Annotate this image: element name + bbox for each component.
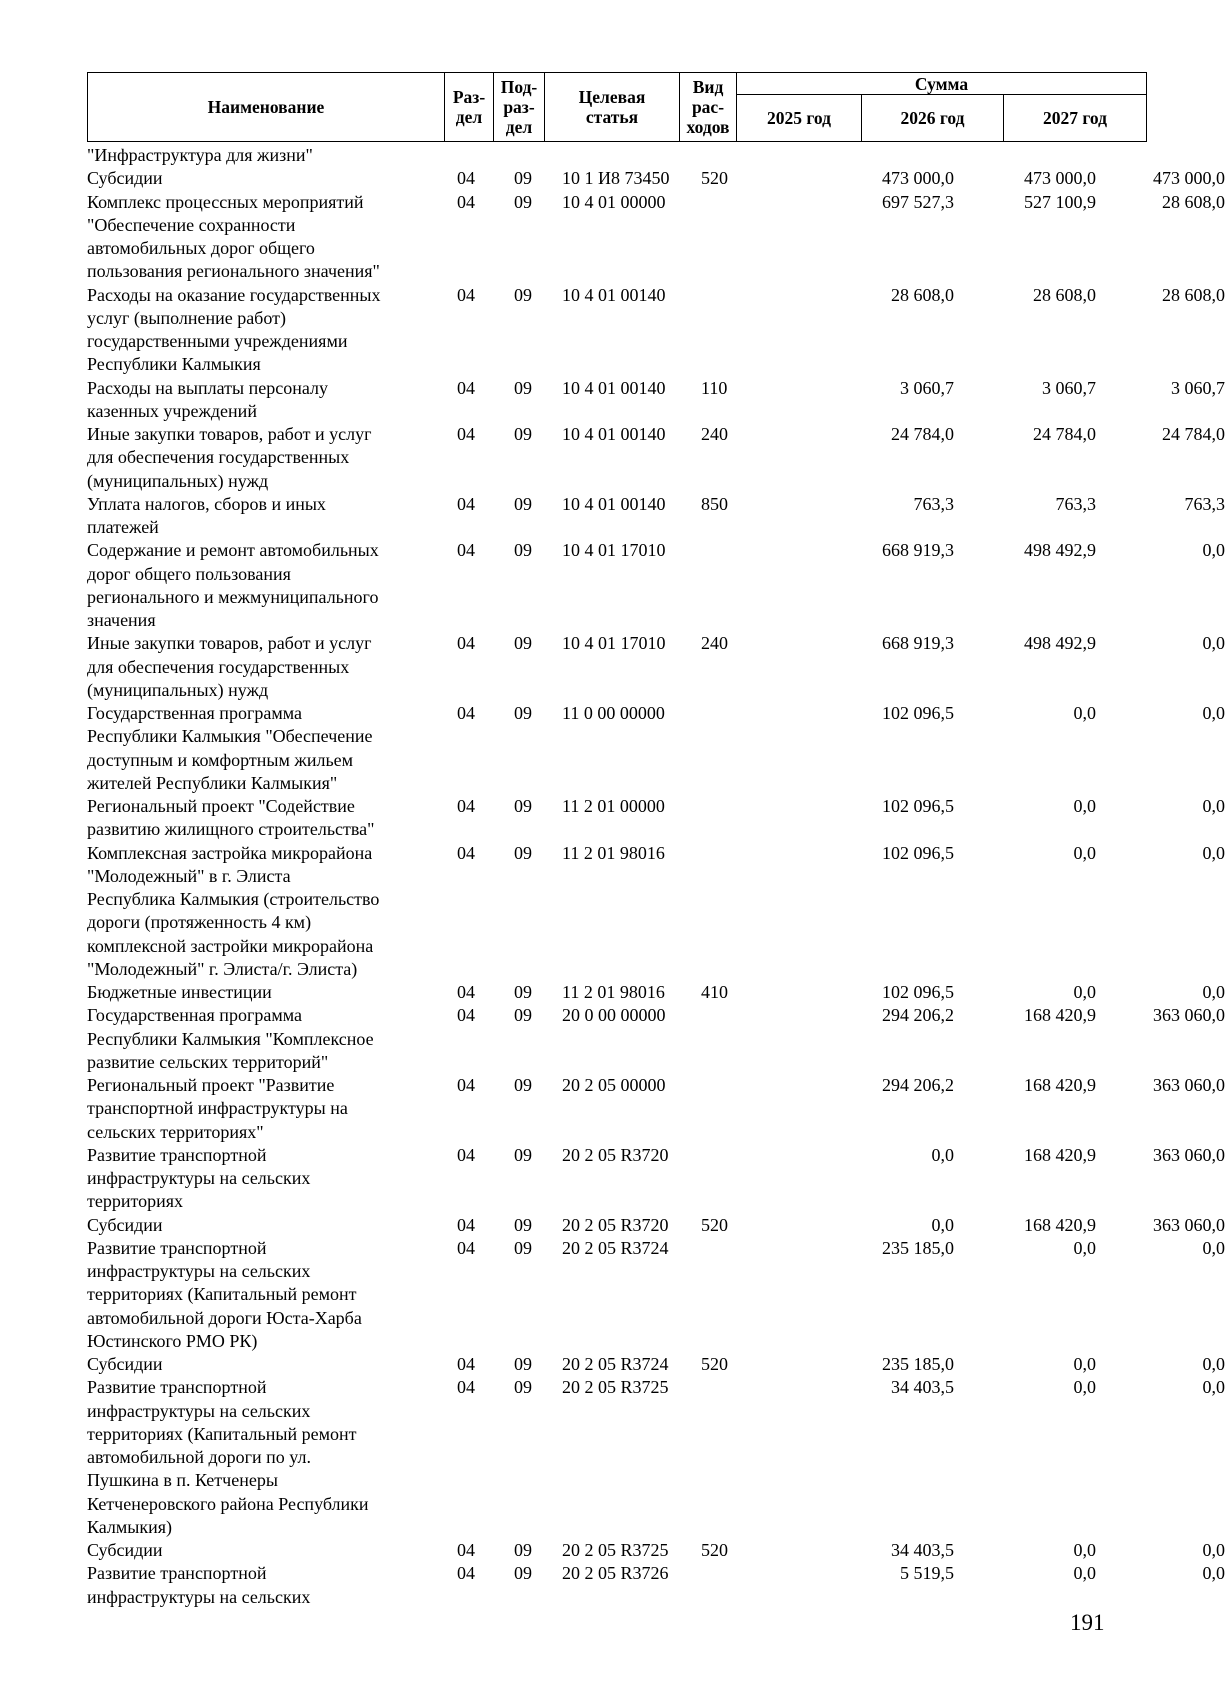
row-razdel: 04 bbox=[457, 168, 475, 189]
row-sum-2026: 3 060,7 bbox=[1042, 377, 1096, 398]
row-razdel: 04 bbox=[457, 1144, 475, 1165]
row-podrazdel: 09 bbox=[514, 1005, 532, 1026]
row-name-line: (муниципальных) нужд bbox=[87, 470, 269, 491]
row-name-line: инфраструктуры на сельских bbox=[87, 1261, 311, 1281]
row-name-line: территориях (Капитальный ремонт bbox=[87, 1284, 357, 1305]
row-name-line: Развитие транспортной bbox=[87, 1144, 267, 1165]
header-year-2026: 2026 год bbox=[862, 95, 1004, 142]
row-razdel: 04 bbox=[457, 842, 475, 863]
row-sum-2027: 24 784,0 bbox=[1162, 424, 1225, 444]
row-podrazdel: 09 bbox=[514, 191, 532, 212]
row-celevaya-statya: 10 4 01 00140 bbox=[562, 493, 666, 514]
row-name bbox=[87, 702, 432, 795]
row-sum-2027: 3 060,7 bbox=[1171, 377, 1225, 398]
row-name-line: государственными учреждениями bbox=[87, 331, 348, 351]
row-sum-2025: 294 206,2 bbox=[882, 1075, 954, 1095]
row-sum-2026: 24 784,0 bbox=[1033, 424, 1096, 444]
row-name-line: сельских территориях" bbox=[87, 1121, 264, 1142]
row-name bbox=[87, 377, 432, 424]
row-podrazdel: 09 bbox=[514, 493, 532, 514]
row-razdel: 04 bbox=[457, 1540, 475, 1560]
row-razdel: 04 bbox=[457, 703, 475, 723]
row-podrazdel: 09 bbox=[514, 424, 532, 444]
row-vid-rashodov: 240 bbox=[701, 633, 728, 654]
row-sum-2027: 363 060,0 bbox=[1153, 1214, 1225, 1235]
header-razdel: Раз- дел bbox=[445, 73, 494, 142]
row-razdel: 04 bbox=[457, 1377, 475, 1398]
table-header bbox=[87, 72, 1147, 142]
row-name-line: дорог общего пользования bbox=[87, 563, 291, 584]
table-row bbox=[87, 1144, 1225, 1214]
row-sum-2025: 235 185,0 bbox=[882, 1354, 954, 1374]
row-name-line: Иные закупки товаров, работ и услуг bbox=[87, 633, 372, 654]
row-sum-2025: 668 919,3 bbox=[882, 633, 954, 654]
row-sum-2027: 363 060,0 bbox=[1153, 1005, 1225, 1026]
row-podrazdel: 09 bbox=[514, 703, 532, 723]
row-sum-2027: 763,3 bbox=[1184, 493, 1225, 514]
row-sum-2027: 28 608,0 bbox=[1162, 284, 1225, 305]
row-name-line: территориях bbox=[87, 1191, 184, 1212]
row-celevaya-statya: 20 2 05 R3720 bbox=[562, 1214, 669, 1235]
row-name-line: "Молодежный" г. Элиста/г. Элиста) bbox=[87, 958, 358, 979]
row-sum-2026: 0,0 bbox=[1073, 703, 1096, 723]
row-name-line: Пушкина в п. Кетченеры bbox=[87, 1470, 278, 1491]
row-sum-2027: 0,0 bbox=[1202, 796, 1225, 816]
row-name-line: транспортной инфраструктуры на bbox=[87, 1098, 348, 1119]
row-sum-2026: 498 492,9 bbox=[1024, 633, 1096, 654]
row-name-line: Расходы на выплаты персоналу bbox=[87, 377, 328, 398]
table-row bbox=[87, 795, 1225, 842]
row-sum-2025: 697 527,3 bbox=[882, 191, 954, 212]
row-name-line: развитию жилищного строительства" bbox=[87, 819, 375, 840]
row-sum-2025: 24 784,0 bbox=[891, 424, 954, 444]
row-sum-2026: 0,0 bbox=[1073, 1377, 1096, 1398]
row-razdel: 04 bbox=[457, 191, 475, 212]
row-name-line: "Обеспечение сохранности bbox=[87, 214, 296, 235]
table-row bbox=[87, 1004, 1225, 1074]
row-name-line: инфраструктуры на сельских bbox=[87, 1400, 311, 1421]
row-name-line: доступным и комфортным жильем bbox=[87, 749, 354, 770]
row-celevaya-statya: 10 4 01 00000 bbox=[562, 191, 666, 212]
row-name-line: автомобильной дороги Юста-Харба bbox=[87, 1307, 362, 1328]
row-name-line: Государственная программа bbox=[87, 1005, 302, 1026]
row-name bbox=[87, 632, 432, 702]
row-name bbox=[87, 493, 432, 540]
row-sum-2025: 235 185,0 bbox=[882, 1237, 954, 1258]
row-name-line: казенных учреждений bbox=[87, 400, 257, 421]
row-celevaya-statya: 20 2 05 R3725 bbox=[562, 1540, 669, 1560]
table-row bbox=[87, 191, 1225, 284]
row-name bbox=[87, 1539, 432, 1562]
row-sum-2027: 0,0 bbox=[1202, 633, 1225, 654]
row-celevaya-statya: 10 4 01 17010 bbox=[562, 540, 666, 561]
row-vid-rashodov: 520 bbox=[701, 1540, 728, 1560]
row-celevaya-statya: 20 0 00 00000 bbox=[562, 1005, 666, 1026]
row-sum-2025: 102 096,5 bbox=[882, 703, 954, 723]
row-sum-2027: 28 608,0 bbox=[1162, 191, 1225, 212]
row-sum-2027: 0,0 bbox=[1202, 842, 1225, 863]
row-name-line: Комплексная застройка микрорайона bbox=[87, 842, 373, 863]
row-sum-2026: 168 420,9 bbox=[1024, 1075, 1096, 1095]
row-name bbox=[87, 981, 432, 1004]
row-razdel: 04 bbox=[457, 540, 475, 561]
row-celevaya-statya: 11 2 01 98016 bbox=[562, 982, 665, 1002]
row-celevaya-statya: 20 2 05 R3724 bbox=[562, 1354, 669, 1374]
row-vid-rashodov: 850 bbox=[701, 493, 728, 514]
row-name bbox=[87, 167, 432, 190]
row-vid-rashodov: 110 bbox=[701, 377, 728, 398]
row-razdel: 04 bbox=[457, 377, 475, 398]
row-sum-2025: 34 403,5 bbox=[891, 1540, 954, 1560]
row-vid-rashodov: 520 bbox=[701, 168, 728, 189]
row-razdel: 04 bbox=[457, 1075, 475, 1095]
row-razdel: 04 bbox=[457, 284, 475, 305]
row-razdel: 04 bbox=[457, 633, 475, 654]
row-name-line: пользования регионального значения" bbox=[87, 261, 380, 282]
row-name bbox=[87, 1353, 432, 1376]
row-celevaya-statya: 11 2 01 98016 bbox=[562, 842, 665, 863]
row-podrazdel: 09 bbox=[514, 168, 532, 189]
row-sum-2027: 0,0 bbox=[1202, 982, 1225, 1002]
row-podrazdel: 09 bbox=[514, 796, 532, 816]
row-celevaya-statya: 10 4 01 00140 bbox=[562, 284, 666, 305]
row-name bbox=[87, 842, 432, 982]
row-razdel: 04 bbox=[457, 982, 475, 1002]
row-name-line: Кетченеровского района Республики bbox=[87, 1493, 369, 1514]
row-sum-2026: 763,3 bbox=[1055, 493, 1096, 514]
row-name-line: Расходы на оказание государственных bbox=[87, 284, 381, 305]
row-name-line: Комплекс процессных мероприятий bbox=[87, 191, 364, 212]
row-name bbox=[87, 144, 432, 167]
row-sum-2025: 0,0 bbox=[931, 1144, 954, 1165]
header-podrazdel: Под- раз- дел bbox=[494, 73, 545, 142]
row-name-line: комплексной застройки микрорайона bbox=[87, 935, 374, 956]
header-year-2025: 2025 год bbox=[737, 95, 862, 142]
row-name bbox=[87, 539, 432, 632]
row-razdel: 04 bbox=[457, 796, 475, 816]
table-body bbox=[87, 144, 1225, 1609]
row-sum-2026: 168 420,9 bbox=[1024, 1005, 1096, 1026]
row-sum-2026: 0,0 bbox=[1073, 796, 1096, 816]
row-name-line: развитие сельских территорий" bbox=[87, 1051, 329, 1072]
row-celevaya-statya: 20 2 05 R3726 bbox=[562, 1563, 669, 1584]
row-sum-2025: 763,3 bbox=[913, 493, 954, 514]
row-name-line: территориях (Капитальный ремонт bbox=[87, 1423, 357, 1444]
row-podrazdel: 09 bbox=[514, 284, 532, 305]
row-razdel: 04 bbox=[457, 493, 475, 514]
row-sum-2026: 473 000,0 bbox=[1024, 168, 1096, 189]
row-name-line: Республики Калмыкия "Обеспечение bbox=[87, 726, 373, 747]
row-celevaya-statya: 10 4 01 00140 bbox=[562, 424, 666, 444]
row-razdel: 04 bbox=[457, 424, 475, 444]
row-name-line: (муниципальных) нужд bbox=[87, 679, 269, 700]
row-sum-2026: 498 492,9 bbox=[1024, 540, 1096, 561]
row-name-line: дороги (протяженность 4 км) bbox=[87, 912, 312, 933]
row-name-line: Развитие транспортной bbox=[87, 1377, 267, 1398]
row-sum-2026: 0,0 bbox=[1073, 982, 1096, 1002]
table-row bbox=[87, 1562, 1225, 1609]
row-name-line: Развитие транспортной bbox=[87, 1237, 267, 1258]
row-name-line: "Инфраструктура для жизни" bbox=[87, 145, 313, 165]
row-razdel: 04 bbox=[457, 1005, 475, 1026]
row-name-line: Республики Калмыкия bbox=[87, 354, 261, 375]
row-sum-2027: 0,0 bbox=[1202, 703, 1225, 723]
row-name-line: значения bbox=[87, 610, 156, 630]
row-name-line: для обеспечения государственных bbox=[87, 656, 350, 677]
row-sum-2027: 0,0 bbox=[1202, 540, 1225, 561]
table-row bbox=[87, 493, 1225, 540]
row-razdel: 04 bbox=[457, 1354, 475, 1374]
row-sum-2027: 0,0 bbox=[1202, 1377, 1225, 1398]
row-sum-2025: 0,0 bbox=[931, 1214, 954, 1235]
row-name bbox=[87, 795, 432, 842]
row-name bbox=[87, 1144, 432, 1214]
row-name bbox=[87, 1214, 432, 1237]
row-sum-2026: 0,0 bbox=[1073, 1563, 1096, 1584]
table-row bbox=[87, 144, 1146, 167]
row-sum-2026: 0,0 bbox=[1073, 1237, 1096, 1258]
row-name bbox=[87, 1376, 432, 1539]
row-name-line: "Молодежный" в г. Элиста bbox=[87, 865, 291, 886]
row-vid-rashodov: 240 bbox=[701, 424, 728, 444]
table-row bbox=[87, 1214, 1225, 1237]
row-podrazdel: 09 bbox=[514, 377, 532, 398]
row-vid-rashodov: 520 bbox=[701, 1354, 728, 1374]
row-podrazdel: 09 bbox=[514, 1354, 532, 1374]
row-sum-2027: 0,0 bbox=[1202, 1540, 1225, 1560]
row-celevaya-statya: 20 2 05 00000 bbox=[562, 1075, 666, 1095]
row-name-line: Республика Калмыкия (строительство bbox=[87, 889, 380, 909]
row-name-line: Уплата налогов, сборов и иных bbox=[87, 493, 326, 514]
row-podrazdel: 09 bbox=[514, 1377, 532, 1398]
row-name-line: Иные закупки товаров, работ и услуг bbox=[87, 424, 372, 444]
row-sum-2026: 527 100,9 bbox=[1024, 191, 1096, 212]
row-podrazdel: 09 bbox=[514, 1075, 532, 1095]
row-name-line: платежей bbox=[87, 517, 159, 537]
row-name bbox=[87, 1562, 432, 1609]
row-celevaya-statya: 20 2 05 R3725 bbox=[562, 1377, 669, 1398]
row-name bbox=[87, 191, 432, 284]
header-celevaya: Целевая статья bbox=[545, 73, 680, 142]
row-vid-rashodov: 520 bbox=[701, 1214, 728, 1235]
row-sum-2025: 102 096,5 bbox=[882, 842, 954, 863]
table-row bbox=[87, 284, 1225, 377]
row-sum-2025: 102 096,5 bbox=[882, 982, 954, 1002]
row-name-line: Калмыкия) bbox=[87, 1516, 173, 1537]
row-name-line: жителей Республики Калмыкия" bbox=[87, 772, 338, 793]
row-podrazdel: 09 bbox=[514, 1214, 532, 1235]
table-row bbox=[87, 423, 1225, 493]
table-row bbox=[87, 1539, 1225, 1562]
row-sum-2026: 0,0 bbox=[1073, 1540, 1096, 1560]
row-sum-2027: 0,0 bbox=[1202, 1237, 1225, 1258]
row-celevaya-statya: 20 2 05 R3724 bbox=[562, 1237, 669, 1258]
row-name-line: Региональный проект "Развитие bbox=[87, 1075, 335, 1095]
row-sum-2026: 168 420,9 bbox=[1024, 1144, 1096, 1165]
row-sum-2025: 28 608,0 bbox=[891, 284, 954, 305]
row-name-line: Государственная программа bbox=[87, 703, 302, 723]
row-name bbox=[87, 423, 432, 493]
row-name-line: инфраструктуры на сельских bbox=[87, 1586, 311, 1607]
row-name bbox=[87, 1074, 432, 1144]
row-podrazdel: 09 bbox=[514, 1540, 532, 1560]
row-podrazdel: 09 bbox=[514, 1144, 532, 1165]
row-sum-2026: 0,0 bbox=[1073, 1354, 1096, 1374]
row-name-line: автомобильных дорог общего bbox=[87, 238, 315, 258]
header-summa: Сумма bbox=[737, 73, 1147, 95]
row-celevaya-statya: 10 1 И8 73450 bbox=[562, 168, 670, 189]
row-podrazdel: 09 bbox=[514, 633, 532, 654]
row-sum-2025: 473 000,0 bbox=[882, 168, 954, 189]
row-name-line: Региональный проект "Содействие bbox=[87, 796, 355, 816]
row-razdel: 04 bbox=[457, 1214, 475, 1235]
row-sum-2027: 473 000,0 bbox=[1153, 168, 1225, 189]
row-name-line: Субсидии bbox=[87, 168, 163, 189]
table-row bbox=[87, 981, 1225, 1004]
row-name-line: для обеспечения государственных bbox=[87, 447, 350, 468]
row-celevaya-statya: 10 4 01 17010 bbox=[562, 633, 666, 654]
row-razdel: 04 bbox=[457, 1563, 475, 1584]
row-name-line: Юстинского РМО РК) bbox=[87, 1330, 258, 1351]
row-name bbox=[87, 284, 432, 377]
row-sum-2027: 363 060,0 bbox=[1153, 1144, 1225, 1165]
row-name-line: Развитие транспортной bbox=[87, 1563, 267, 1584]
table-row bbox=[87, 1237, 1225, 1353]
row-sum-2027: 0,0 bbox=[1202, 1354, 1225, 1374]
row-sum-2027: 0,0 bbox=[1202, 1563, 1225, 1584]
row-name-line: Бюджетные инвестиции bbox=[87, 982, 272, 1002]
row-sum-2025: 34 403,5 bbox=[891, 1377, 954, 1398]
row-sum-2026: 0,0 bbox=[1073, 842, 1096, 863]
row-podrazdel: 09 bbox=[514, 842, 532, 863]
row-sum-2025: 294 206,2 bbox=[882, 1005, 954, 1026]
row-sum-2026: 28 608,0 bbox=[1033, 284, 1096, 305]
row-sum-2025: 3 060,7 bbox=[900, 377, 954, 398]
header-year-2027: 2027 год bbox=[1004, 95, 1147, 142]
row-sum-2026: 168 420,9 bbox=[1024, 1214, 1096, 1235]
table-row bbox=[87, 377, 1225, 424]
row-razdel: 04 bbox=[457, 1237, 475, 1258]
row-celevaya-statya: 11 2 01 00000 bbox=[562, 796, 665, 816]
table-row bbox=[87, 1353, 1225, 1376]
row-name-line: услуг (выполнение работ) bbox=[87, 307, 286, 328]
row-name bbox=[87, 1004, 432, 1074]
row-podrazdel: 09 bbox=[514, 540, 532, 561]
table-row bbox=[87, 539, 1225, 632]
row-sum-2025: 668 919,3 bbox=[882, 540, 954, 561]
row-vid-rashodov: 410 bbox=[701, 982, 728, 1002]
row-sum-2025: 5 519,5 bbox=[900, 1563, 954, 1584]
header-vid: Вид рас- ходов bbox=[680, 73, 737, 142]
row-sum-2025: 102 096,5 bbox=[882, 796, 954, 816]
table-row bbox=[87, 842, 1225, 982]
row-celevaya-statya: 10 4 01 00140 bbox=[562, 377, 666, 398]
row-name-line: автомобильной дороги по ул. bbox=[87, 1447, 311, 1467]
row-name-line: регионального и межмуниципального bbox=[87, 586, 379, 607]
row-podrazdel: 09 bbox=[514, 1237, 532, 1258]
row-podrazdel: 09 bbox=[514, 1563, 532, 1584]
table-row bbox=[87, 1376, 1225, 1539]
row-celevaya-statya: 20 2 05 R3720 bbox=[562, 1144, 669, 1165]
table-row bbox=[87, 1074, 1225, 1144]
row-name-line: Содержание и ремонт автомобильных bbox=[87, 540, 379, 561]
row-celevaya-statya: 11 0 00 00000 bbox=[562, 703, 665, 723]
table-row bbox=[87, 702, 1225, 795]
row-name bbox=[87, 1237, 432, 1353]
row-name-line: Субсидии bbox=[87, 1214, 163, 1235]
table-row bbox=[87, 167, 1225, 190]
row-sum-2027: 363 060,0 bbox=[1153, 1075, 1225, 1095]
header-name: Наименование bbox=[88, 73, 445, 142]
row-name-line: инфраструктуры на сельских bbox=[87, 1168, 311, 1188]
table-row bbox=[87, 632, 1225, 702]
row-podrazdel: 09 bbox=[514, 982, 532, 1002]
row-name-line: Субсидии bbox=[87, 1540, 163, 1560]
row-name-line: Субсидии bbox=[87, 1354, 163, 1374]
row-name-line: Республики Калмыкия "Комплексное bbox=[87, 1028, 374, 1049]
page-number: 191 bbox=[1070, 1610, 1105, 1635]
